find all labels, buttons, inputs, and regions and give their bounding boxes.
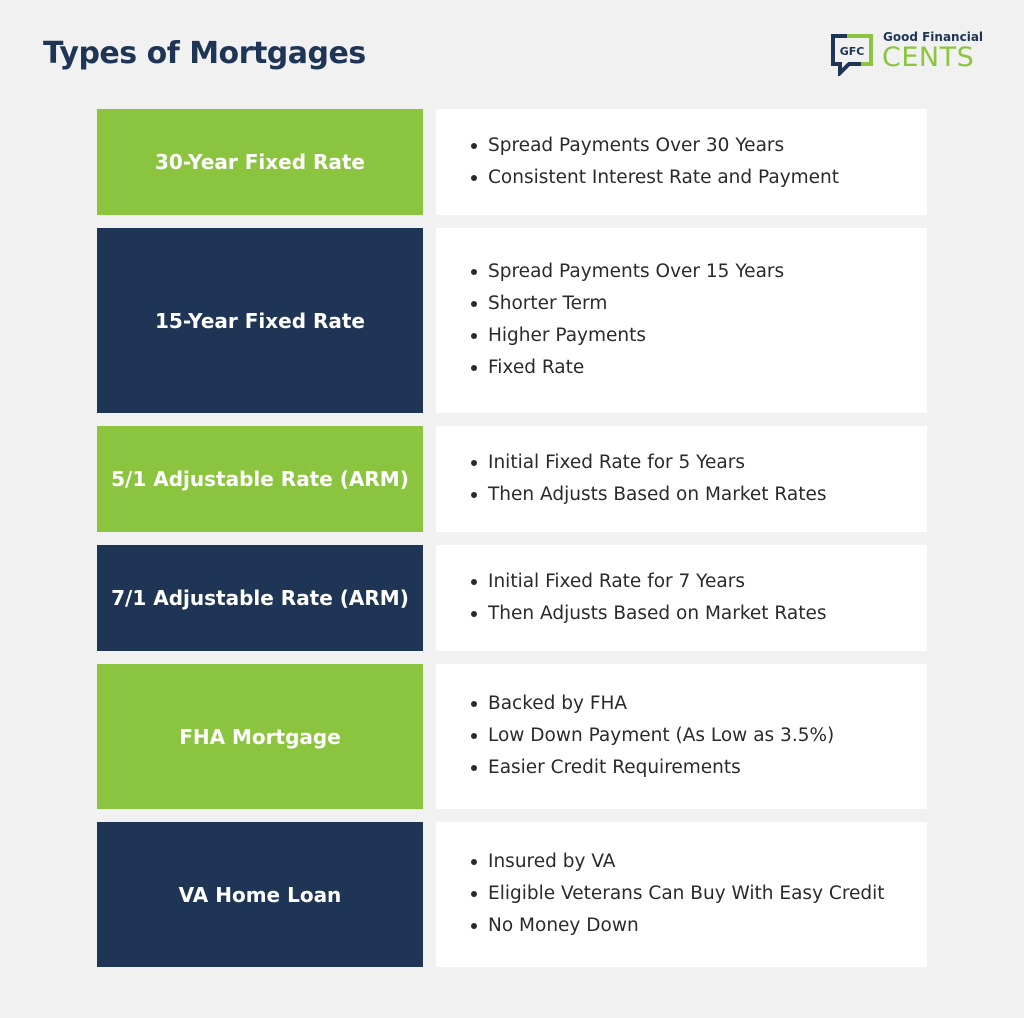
mortgage-type-label-box	[97, 664, 423, 809]
bullet-item: Spread Payments Over 30 Years	[469, 134, 839, 158]
mortgage-type-label: VA Home Loan	[178, 882, 342, 907]
bullet-item: Consistent Interest Rate and Payment	[469, 166, 839, 190]
bullet-item: Eligible Veterans Can Buy With Easy Credit	[469, 882, 885, 906]
bullet-item: Backed by FHA	[469, 692, 834, 716]
mortgage-row	[97, 545, 927, 651]
bullet-list	[469, 444, 827, 515]
mortgage-details-box	[436, 664, 927, 809]
bullet-item: Then Adjusts Based on Market Rates	[469, 483, 827, 507]
logo-text-line1: Good Financial	[883, 30, 984, 44]
logo-speech-bubble-icon	[829, 32, 875, 76]
bullet-list	[469, 253, 784, 388]
mortgage-row	[97, 822, 927, 967]
brand-logo[interactable]	[829, 30, 989, 78]
mortgage-type-label-box	[97, 822, 423, 967]
mortgage-type-label: FHA Mortgage	[179, 724, 341, 749]
bullet-item: Spread Payments Over 15 Years	[469, 260, 784, 284]
mortgage-row	[97, 109, 927, 215]
bullet-item: Insured by VA	[469, 850, 885, 874]
mortgage-row	[97, 664, 927, 809]
mortgage-type-label-box	[97, 426, 423, 532]
bullet-list	[469, 843, 885, 946]
page-title: Types of Mortgages	[43, 36, 366, 71]
mortgage-details-box	[436, 426, 927, 532]
mortgage-type-label-box	[97, 228, 423, 413]
mortgage-type-label-box	[97, 545, 423, 651]
mortgage-details-box	[436, 109, 927, 215]
bullet-item: Higher Payments	[469, 324, 784, 348]
bullet-item: Low Down Payment (As Low as 3.5%)	[469, 724, 834, 748]
mortgage-details-box	[436, 822, 927, 967]
bullet-item: Easier Credit Requirements	[469, 756, 834, 780]
mortgage-details-box	[436, 545, 927, 651]
bullet-item: Initial Fixed Rate for 7 Years	[469, 570, 827, 594]
logo-mark-text: GFC	[839, 45, 865, 58]
bullet-list	[469, 127, 839, 198]
bullet-list	[469, 685, 834, 788]
logo-text-line2: CENTS	[882, 42, 975, 73]
mortgage-types-table	[97, 109, 927, 980]
bullet-item: Shorter Term	[469, 292, 784, 316]
bullet-item: No Money Down	[469, 914, 885, 938]
bullet-item: Then Adjusts Based on Market Rates	[469, 602, 827, 626]
mortgage-details-box	[436, 228, 927, 413]
mortgage-type-label-box	[97, 109, 423, 215]
bullet-item: Fixed Rate	[469, 356, 784, 380]
mortgage-type-label: 15-Year Fixed Rate	[154, 308, 365, 333]
mortgage-type-label: 30-Year Fixed Rate	[154, 150, 365, 174]
mortgage-type-label: 7/1 Adjustable Rate (ARM)	[111, 586, 409, 610]
mortgage-row	[97, 426, 927, 532]
mortgage-type-label: 5/1 Adjustable Rate (ARM)	[111, 467, 409, 491]
mortgage-row	[97, 228, 927, 413]
bullet-list	[469, 563, 827, 634]
bullet-item: Initial Fixed Rate for 5 Years	[469, 451, 827, 475]
